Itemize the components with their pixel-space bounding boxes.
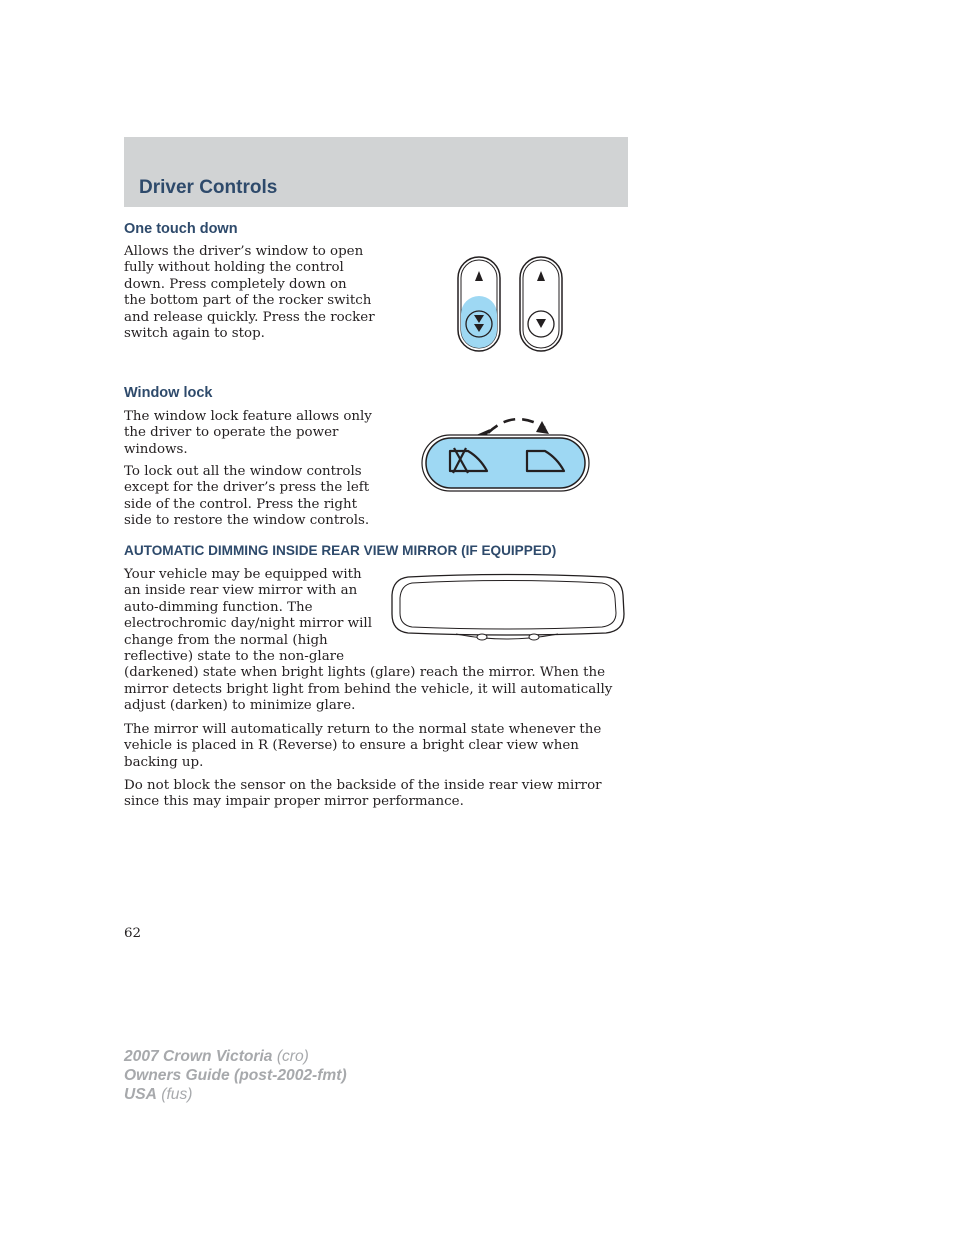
- window-lock-text-1: The window lock feature allows only the driver to operate the power windows.: [124, 409, 372, 457]
- section-header-band: [124, 137, 628, 207]
- mirror-text-2: The mirror will automatically return to the normal state whenever the vehicle is placed in R (Reverse) to ensure a bright clear view when backing up.: [124, 722, 602, 770]
- mirror-text-3: Do not block the sensor on the backside of the inside rear view mirror since this may impair proper mirror performance.: [124, 778, 602, 810]
- window-lock-heading: Window lock: [124, 385, 213, 401]
- window-lock-switch-illustration: [418, 408, 594, 496]
- auto-dimming-mirror-heading: AUTOMATIC DIMMING INSIDE REAR VIEW MIRROR (IF EQUIPPED): [124, 543, 557, 558]
- page-number: 62: [124, 926, 142, 941]
- window-lock-text-2: To lock out all the window controls except for the driver’s press the left side of the control. Press the right side to restore the window controls.: [124, 464, 370, 529]
- one-touch-down-text: Allows the driver’s window to open fully without holding the control down. Press completely down on the bottom part of the rocker switch and release quickly. Press the rocker switch again to stop.: [124, 244, 375, 342]
- rear-view-mirror-illustration: [386, 570, 630, 650]
- page-title: Driver Controls: [139, 177, 278, 198]
- mirror-text-1: Your vehicle may be equipped with an inside rear view mirror with an auto-dimming function. The electrochromic day/night mirror will change from the normal (high reflective) state to the non-glare (darkened) state when bright lights (glare) reach the mirror. When the mirror detects bright light from behind the vehicle, it will automatically adjust (darken) to minimize glare.: [124, 567, 613, 714]
- document-footer: 2007 Crown Victoria (cro) Owners Guide (post-2002-fmt) USA (fus): [124, 1048, 347, 1103]
- window-switch-illustration: [450, 252, 570, 356]
- one-touch-down-heading: One touch down: [124, 221, 238, 237]
